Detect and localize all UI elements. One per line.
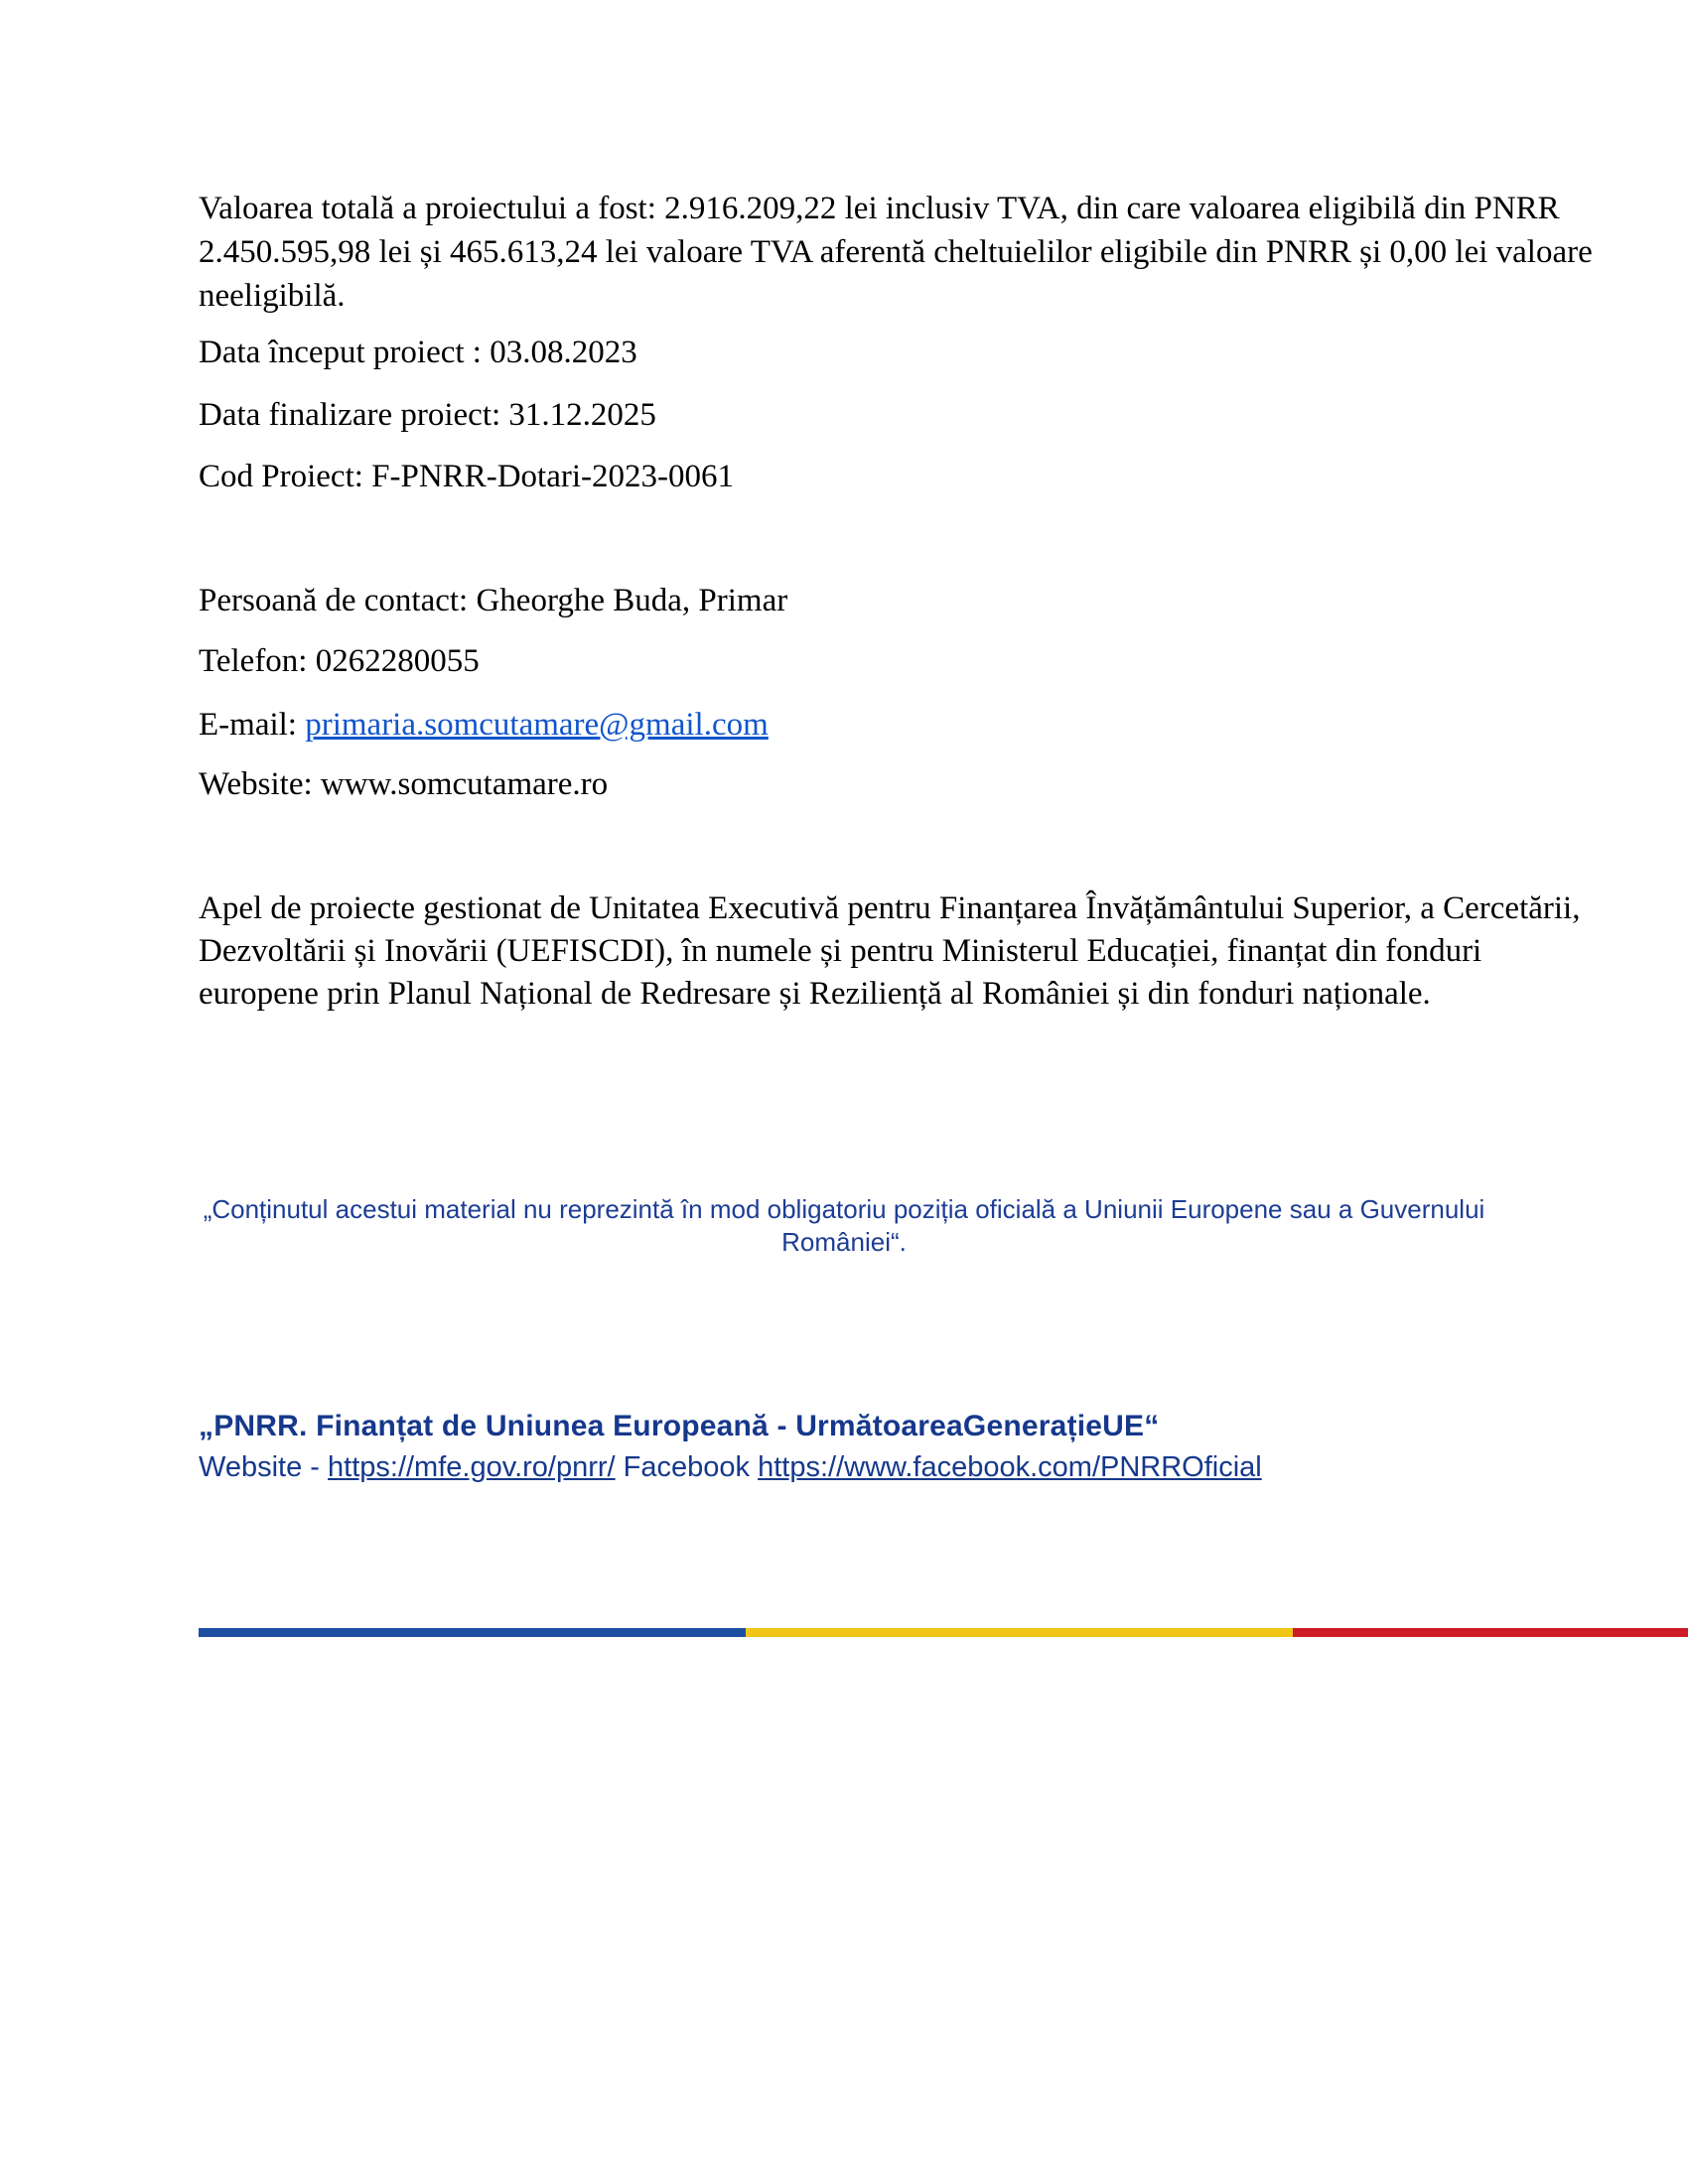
project-code-line: Cod Proiect: F-PNRR-Dotari-2023-0061 (199, 459, 734, 494)
email-label: E-mail: (199, 707, 306, 743)
footer-website-label: Website - (199, 1451, 329, 1483)
flag-red-segment (1293, 1628, 1688, 1637)
project-value-line-2: 2.450.595,98 lei și 465.613,24 lei valoare TVA aferentă cheltuielilor eligibile din PNRR și 0,00 lei valoare (199, 234, 1593, 270)
contact-person-line: Persoană de contact: Gheorghe Buda, Primar (199, 583, 788, 618)
project-value-paragraph (199, 187, 1593, 318)
funding-call-line-2: Dezvoltării și Inovării (UEFISCDI), în numele și pentru Ministerul Educației, finanțat din fonduri (199, 933, 1482, 969)
flag-blue-segment (199, 1628, 746, 1637)
funding-call-line-1: Apel de proiecte gestionat de Unitatea Executivă pentru Finanțarea Învățământului Superior, a Cercetării, (199, 890, 1581, 926)
facebook-link[interactable]: https://www.facebook.com/PNRROficial (758, 1451, 1262, 1483)
footer-links-line (199, 1448, 1262, 1486)
romanian-flag-bar (199, 1628, 1688, 1637)
project-value-line-1: Valoarea totală a proiectului a fost: 2.916.209,22 lei inclusiv TVA, din care valoarea eligibilă din PNRR (199, 191, 1560, 226)
project-value-line-3: neeligibilă. (199, 278, 346, 314)
phone-line: Telefon: 0262280055 (199, 643, 480, 679)
email-line (199, 703, 769, 747)
flag-yellow-segment (746, 1628, 1293, 1637)
funding-call-line-3: europene prin Planul Național de Redresare și Reziliență al României și din fonduri naționale. (199, 976, 1431, 1012)
footer-facebook-label: Facebook (615, 1451, 759, 1483)
start-date-line: Data început proiect : 03.08.2023 (199, 335, 637, 370)
pnrr-heading: „PNRR. Finanțat de Uniunea Europeană - UrmătoareaGenerațieUE“ (199, 1410, 1160, 1442)
mfe-link[interactable]: https://mfe.gov.ro/pnrr/ (328, 1451, 616, 1483)
eu-disclaimer: „Conținutul acestui material nu reprezintă în mod obligatoriu poziția oficială a Uniunii Europene sau a Guvernului României“. (203, 1194, 1485, 1257)
website-line: Website: www.somcutamare.ro (199, 766, 609, 802)
email-link[interactable]: primaria.somcutamare@gmail.com (305, 707, 769, 743)
funding-call-paragraph (199, 887, 1580, 1016)
end-date-line: Data finalizare proiect: 31.12.2025 (199, 397, 656, 433)
